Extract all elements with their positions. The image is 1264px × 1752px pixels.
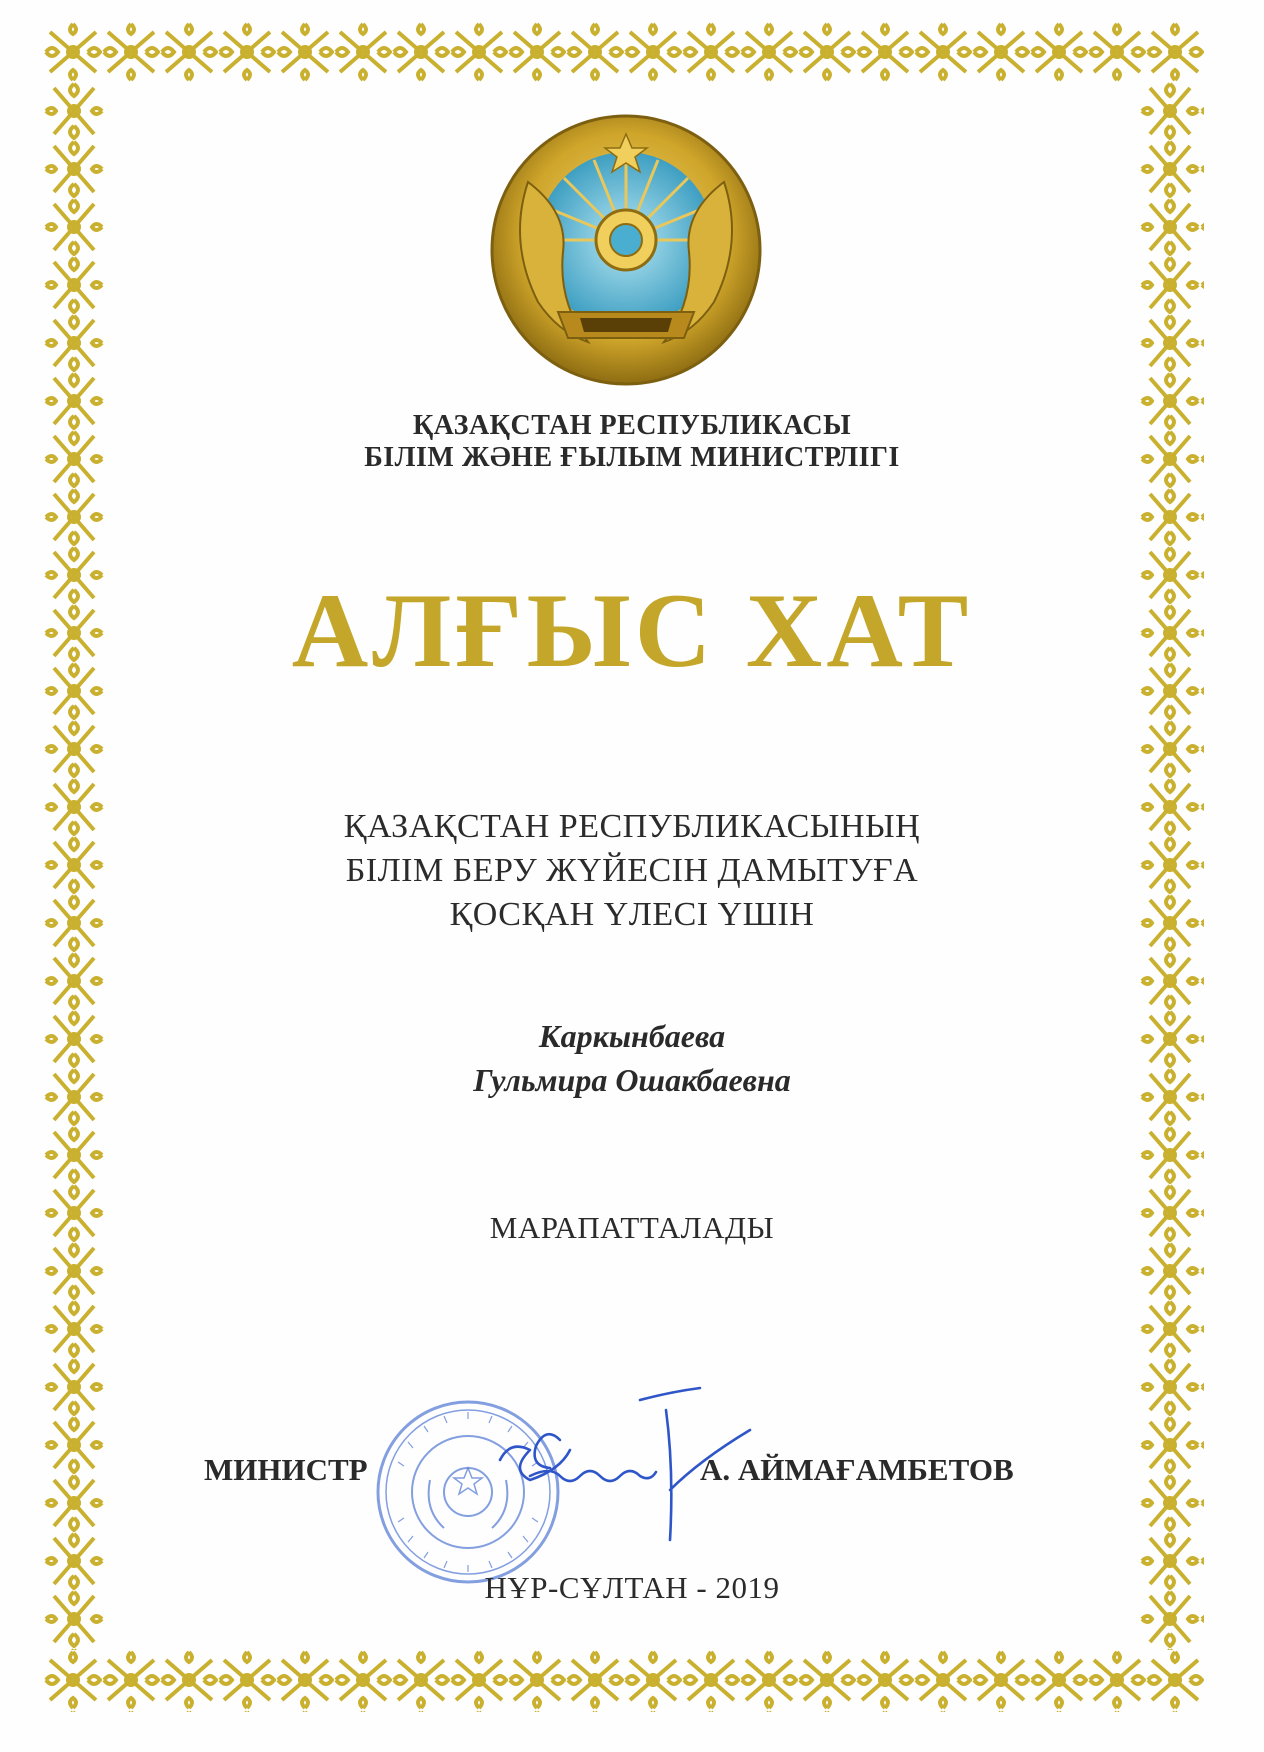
ministry-name-line2: БІЛІМ ЖӘНЕ ҒЫЛЫМ МИНИСТРЛІГІ (364, 442, 900, 473)
ornamental-border-right (1140, 82, 1204, 1650)
recipient-given-names: Гульмира Ошакбаевна (473, 1062, 791, 1098)
ornamental-border-bottom (44, 1650, 1204, 1712)
signer-name: А. АЙМАҒАМБЕТОВ (700, 1452, 1014, 1487)
ornamental-border-top (44, 22, 1204, 82)
award-reason-line2: БІЛІМ БЕРУ ЖҮЙЕСІН ДАМЫТУҒА (345, 852, 919, 889)
ministry-name-line1: ҚАЗАҚСТАН РЕСПУБЛИКАСЫ (412, 410, 852, 441)
kazakhstan-state-emblem-icon (488, 112, 764, 388)
ornamental-border-left (44, 82, 104, 1650)
place-and-year: НҰР-СҰЛТАН - 2019 (484, 1570, 780, 1605)
document-title: АЛҒЫС ХАТ (291, 572, 973, 689)
signer-position-label: МИНИСТР (204, 1452, 368, 1487)
award-reason-line1: ҚАЗАҚСТАН РЕСПУБЛИКАСЫНЫҢ (343, 808, 921, 845)
awarded-text: МАРАПАТТАЛАДЫ (489, 1210, 775, 1245)
recipient-surname: Каркынбаева (538, 1018, 726, 1054)
handwritten-signature-icon (490, 1380, 790, 1560)
award-reason-line3: ҚОСҚАН ҮЛЕСІ ҮШІН (449, 896, 815, 933)
